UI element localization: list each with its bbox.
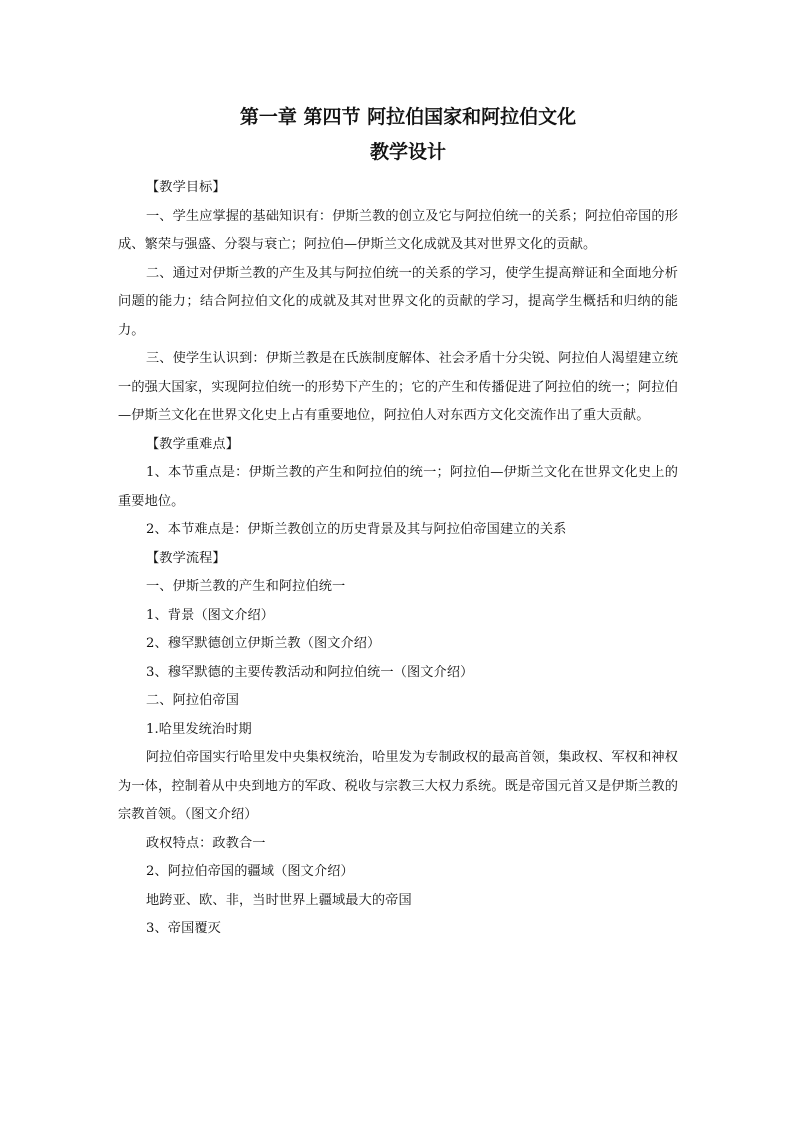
section-heading-process: 【教学流程】 bbox=[146, 550, 226, 566]
document-title: 第一章 第四节 阿拉伯国家和阿拉伯文化 bbox=[239, 106, 577, 128]
process-item: 2、阿拉伯帝国的疆域（图文介绍） bbox=[146, 864, 354, 879]
document-subtitle: 教学设计 bbox=[369, 141, 446, 163]
key-point-1: 1、本节重点是：伊斯兰教的产生和阿拉伯的统一；阿拉伯—伊斯兰文化在世界文化史上的重要地位。 bbox=[118, 465, 678, 509]
objective-1: 一、学生应掌握的基础知识有：伊斯兰教的创立及它与阿拉伯统一的关系；阿拉伯帝国的形成、繁荣与强盛、分裂与衰亡；阿拉伯—伊斯兰文化成就及其对世界文化的贡献。 bbox=[118, 208, 678, 252]
process-item: 1、背景（图文介绍） bbox=[146, 607, 275, 623]
process-item: 3、帝国覆灭 bbox=[146, 921, 221, 936]
process-item: 3、穆罕默德的主要传教活动和阿拉伯统一（图文介绍） bbox=[146, 664, 474, 680]
process-item: 1.哈里发统治时期 bbox=[146, 721, 252, 737]
caliph-description: 阿拉伯帝国实行哈里发中央集权统治，哈里发为专制政权的最高首领，集政权、军权和神权为一体，控制着从中央到地方的军政、税收与宗教三大权力系统。既是帝国元首又是伊斯兰教的宗教首领。（图文介绍） bbox=[118, 750, 678, 822]
objective-3: 三、使学生认识到：伊斯兰教是在氏族制度解体、社会矛盾十分尖锐、阿拉伯人渴望建立统一的强大国家，实现阿拉伯统一的形势下产生的；它的产生和传播促进了阿拉伯的统一；阿拉伯—伊斯兰文化在世界文化史上占有重要地位，阿拉伯人对东西方文化交流作出了重大贡献。 bbox=[118, 351, 678, 423]
territory-description: 地跨亚、欧、非，当时世界上疆域最大的帝国 bbox=[146, 892, 412, 908]
process-part-2-heading: 二、阿拉伯帝国 bbox=[146, 693, 240, 708]
section-heading-objectives: 【教学目标】 bbox=[146, 180, 226, 195]
objective-2: 二、通过对伊斯兰教的产生及其与阿拉伯统一的关系的学习，使学生提高辩证和全面地分析问题的能力；结合阿拉伯文化的成就及其对世界文化的贡献的学习，提高学生概括和归纳的能力。 bbox=[118, 265, 678, 338]
key-point-2: 2、本节难点是：伊斯兰教创立的历史背景及其与阿拉伯帝国建立的关系 bbox=[146, 522, 567, 537]
process-item: 2、穆罕默德创立伊斯兰教（图文介绍） bbox=[146, 636, 381, 651]
process-part-1-heading: 一、伊斯兰教的产生和阿拉伯统一 bbox=[146, 579, 346, 594]
regime-feature: 政权特点：政教合一 bbox=[146, 835, 266, 851]
section-heading-key-points: 【教学重难点】 bbox=[146, 436, 240, 452]
document-body bbox=[118, 100, 678, 944]
